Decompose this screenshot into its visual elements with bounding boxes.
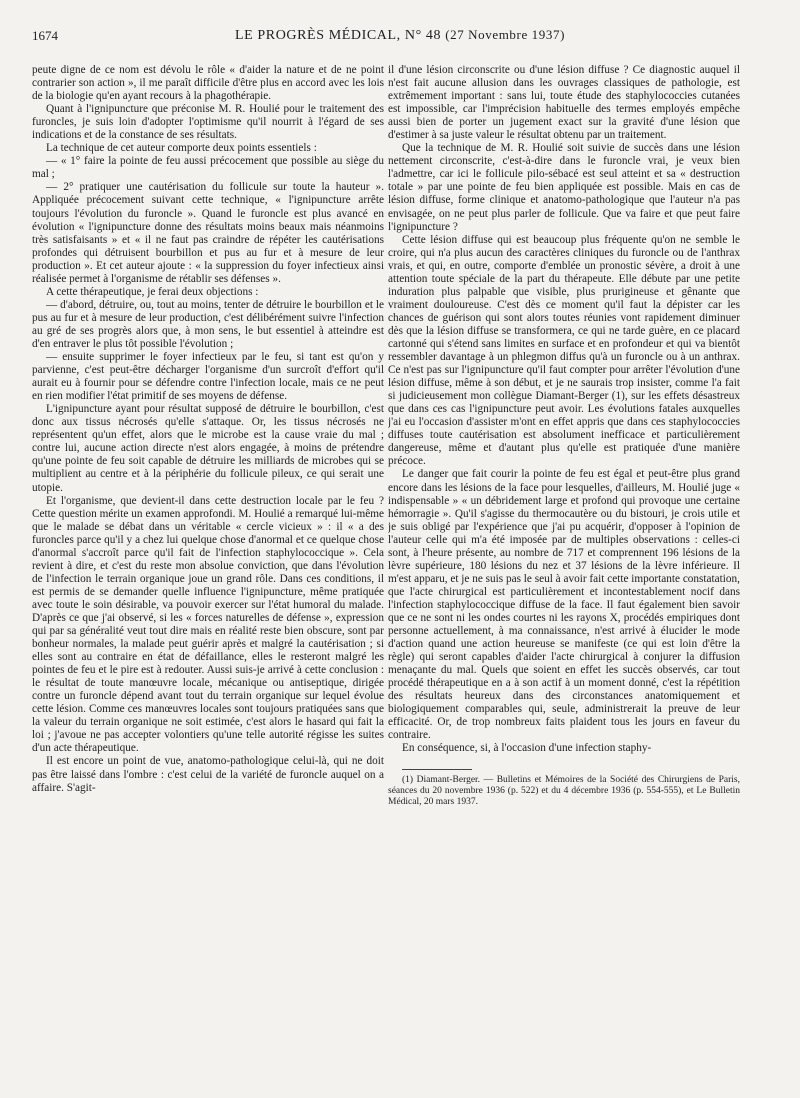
paragraph: il d'une lésion circonscrite ou d'une lésion diffuse ? Ce diagnostic auquel il n'est fait aucune allusion dans les ouvrages classiques de pathologie, est extrêmement important : sans lui, toute étude des staphylococcies cutanées est impossible, car l'imprécision habituelle des termes employés empêche aussi bien de porter un jugement exact sur la gravité d'une lésion que d'estimer à sa juste valeur le résultat obtenu par un traitement. (388, 64, 740, 142)
footnote: (1) Diamant-Berger. — Bulletins et Mémoires de la Société des Chirurgiens de Paris, séances du 20 novembre 1936 (p. 522) et du 4 décembre 1936 (p. 554-555), et Le Bulletin Médical, 20 mars 1937. (388, 775, 740, 808)
paragraph: — d'abord, détruire, ou, tout au moins, tenter de détruire le bourbillon et le pus au fur et à mesure de leur production, c'est délibérément suivre l'infection au gré de ses progrès alors que, à mon sens, le but essentiel à atteindre est d'en entraver le plus tôt possible l'évolution ; (32, 298, 384, 350)
footnote-rule (402, 769, 472, 770)
issue-date: (27 Novembre 1937) (445, 27, 566, 42)
paragraph: Il est encore un point de vue, anatomo-pathologique celui-là, qui ne doit pas être laissé dans l'ombre : c'est celui de la variété de furoncle auquel on a affaire. S'agit- (32, 755, 384, 794)
left-column (32, 64, 384, 1084)
page-number: 1674 (32, 28, 58, 43)
paragraph: — ensuite supprimer le foyer infectieux par le feu, si tant est qu'on y parvienne, c'est peut-être décharger l'organisme d'un surcroît d'effort qu'il aurait eu à fournir pour se défendre contre l'infection locale, mais ce ne peut en rien modifier l'état primitif de ses moyens de défense. (32, 351, 384, 403)
right-column (388, 64, 740, 1084)
paragraph: L'ignipuncture ayant pour résultat supposé de détruire le bourbillon, c'est donc aux tissus nécrosés qu'elle s'attaque. Or, les tissus nécrosés ne représentent qu'un effet, alors que le microbe est la cause vraie du mal ; contre lui, aucune action directe n'est alors engagée, à moins de prétendre qu'une pointe de feu soit capable de détruire les milliards de microbes qui se multiplient au centre et à la périphérie du follicule pileux, ce qui serait une utopie. (32, 403, 384, 494)
paragraph: En conséquence, si, à l'occasion d'une infection staphy- (402, 742, 652, 755)
paragraph: Et l'organisme, que devient-il dans cette destruction locale par le feu ? Cette question mérite un examen approfondi. M. Houlié a remarqué lui-même que le malade se débat dans un véritable « cercle vicieux » : il « a des furoncles parce qu'il y a chez lui quelque chose d'anormal et ce quelque chose d'anormal s'accroît parce qu'il fait de l'infection staphylococcique ». Cela revient à dire, et c'est du reste mon absolue conviction, que dans l'évolution de l'infection le terrain organique joue un grand rôle. Dans ces conditions, il est permis de se demander quelle influence l'ignipuncture, même pratiquée avec toute le soin désirable, va pouvoir exercer sur l'état humoral du malade. D'après ce que j'ai observé, si les « forces naturelles de défense », expression qui par sa généralité veut tout dire mais en réalité reste bien obscure, sont par bonheur normales, la malade peut guérir après et malgré la cautérisation ; si elles sont au contraire en état de défaillance, elles le resteront malgré les pointes de feu et le pire est à redouter. Aussi suis-je arrivé à cette conclusion : le résultat de toute manœuvre locale, mécanique ou antiseptique, dirigée contre un furoncle dépend avant tout du terrain organique sur lequel évolue cette lésion. Comme ces manœuvres locales sont toujours pratiquées sans que la valeur du terrain organique ne soit estimée, c'est alors le hasard qui fait la loi ; j'avoue ne pas accepter volontiers qu'une telle autorité régisse les suites d'un acte thérapeutique. (32, 494, 384, 755)
paragraph: A cette thérapeutique, je ferai deux objections : (46, 285, 259, 298)
paragraph: Quant à l'ignipuncture que préconise M. R. Houlié pour le traitement des furoncles, je suis loin d'adopter l'optimisme qu'il nourrit à l'égard de ses indications et de la constance de ses résultats. (32, 103, 384, 142)
paragraph: Le danger que fait courir la pointe de feu est égal et peut-être plus grand encore dans les lésions de la face pour lesquelles, d'ailleurs, M. Houlié juge « indispensable » « un débridement large et profond qui provoque une certaine hémorragie ». Qu'il s'agisse du thermocautère ou du bistouri, je crois utile et je suis obligé par l'expérience que j'ai pu acquérir, d'opposer à l'opinion de l'auteur celle qui m'a été imposée par de multiples observations : celles-ci sont, à l'heure présente, au nombre de 717 et comprennent 196 lésions de la lèvre supérieure, 180 lésions du nez et 37 lésions de la lèvre inférieure. Il m'est apparu, et je ne suis pas le seul à avoir fait cette importante constatation, que l'acte chirurgical est particulièrement et incontestablement nocif dans l'infection staphylococcique diffuse de la face. Il faut également bien savoir que ce ne sont ni les ondes courtes ni les rayons X, procédés empiriques dont personne actuellement, à ma connaissance, n'est arrivé à élucider le mode d'action quand une action heureuse se manifeste (ce qui est loin d'être la règle) qui seront capables d'aider l'acte chirurgical à conjurer la diffusion menaçante du mal. Quels que soient en effet les succès observés, car tout procédé thérapeutique en a à son actif à un moment donné, c'est la répétition des résultats heureux dans des circonstances anatomiquement et biologiquement comparables qui, seule, administrerait la preuve de leur efficacité. Or, de trop nombreux faits plaident tous les jours en faveur du contraire. (388, 468, 740, 742)
paragraph: Que la technique de M. R. Houlié soit suivie de succès dans une lésion nettement circonscrite, c'est-à-dire dans le furoncle vrai, je veux bien l'admettre, car ici le follicule pilo-sébacé est seul atteint et sa « destruction totale » par une pointe de feu bien appliquée est possible. Mais en cas de lésion diffuse, forme clinique et anatomo-pathologique que l'auteur n'a pas envisagée, on ne peut plus parler de follicule. Que va faire et que peut faire l'ignipuncture ? (388, 142, 740, 233)
paragraph: — 2° pratiquer une cautérisation du follicule sur toute la hauteur ». Appliquée précocement suivant cette technique, « l'ignipuncture arrête toujours l'évolution du furoncle ». Quand le furoncle est plus avancé en évolution « l'ignipuncture donne des résultats moins beaux mais néanmoins très satisfaisants » et « il ne faut pas craindre de répéter les cautérisations profondes qui détruisent bourbillon et pus au fur et à mesure de leur production ». Et cet auteur ajoute : « la suppression du foyer infectieux ainsi réalisée permet à l'organisme de rétablir ses défenses ». (32, 181, 384, 285)
paragraph: — « 1° faire la pointe de feu aussi précocement que possible au siège du mal ; (32, 155, 384, 181)
journal-title-line (32, 27, 768, 44)
journal-title: LE PROGRÈS MÉDICAL, N° 48 (234, 28, 442, 43)
paragraph: La technique de cet auteur comporte deux points essentiels : (46, 142, 317, 155)
paragraph: peute digne de ce nom est dévolu le rôle « d'aider la nature et de ne point contrarier son action », il me paraît difficile d'être plus en accord avec les lois de la biologie qu'en ayant recours à la phagothérapie. (32, 64, 384, 103)
running-header (32, 24, 768, 50)
paragraph: Cette lésion diffuse qui est beaucoup plus fréquente qu'on ne semble le croire, qui n'a plus aucun des caractères cliniques du furoncle ou de l'anthrax vrais, et qui, en outre, comporte d'emblée un pronostic sévère, a droit à une attention toute spéciale de la part du thérapeute. Elle débute par une petite induration plus palpable que visible, plus prurigineuse et gênante que vraiment douloureuse. C'est dès ce moment qu'il faut la dépister car les chances de guérison qui sont alors toutes réunies vont rapidement diminuer dès que la lésion diffuse se transformera, ce qui ne tarde guère, en ce placard cartonné qui s'étend sans limites en surface et en profondeur et qui va bientôt ressembler davantage à un phlegmon diffus qu'à un furoncle ou à un anthrax. Ce n'est pas sur l'ignipuncture qu'il faut compter pour arrêter l'évolution d'une lésion diffuse, même à son début, et je ne saurais trop insister, comme l'a fait si judicieusement mon collègue Diamant-Berger (1), sur les effets désastreux que dans ces cas l'ignipuncture peut avoir. Les évolutions fatales auxquelles j'ai eu l'occasion d'assister m'ont en effet appris que dans ces staphylococcies diffuses toute cautérisation est absolument inefficace et particulièrement dangereuse, même et d'autant plus qu'elle est pratiquée d'une manière précoce. (388, 233, 740, 468)
